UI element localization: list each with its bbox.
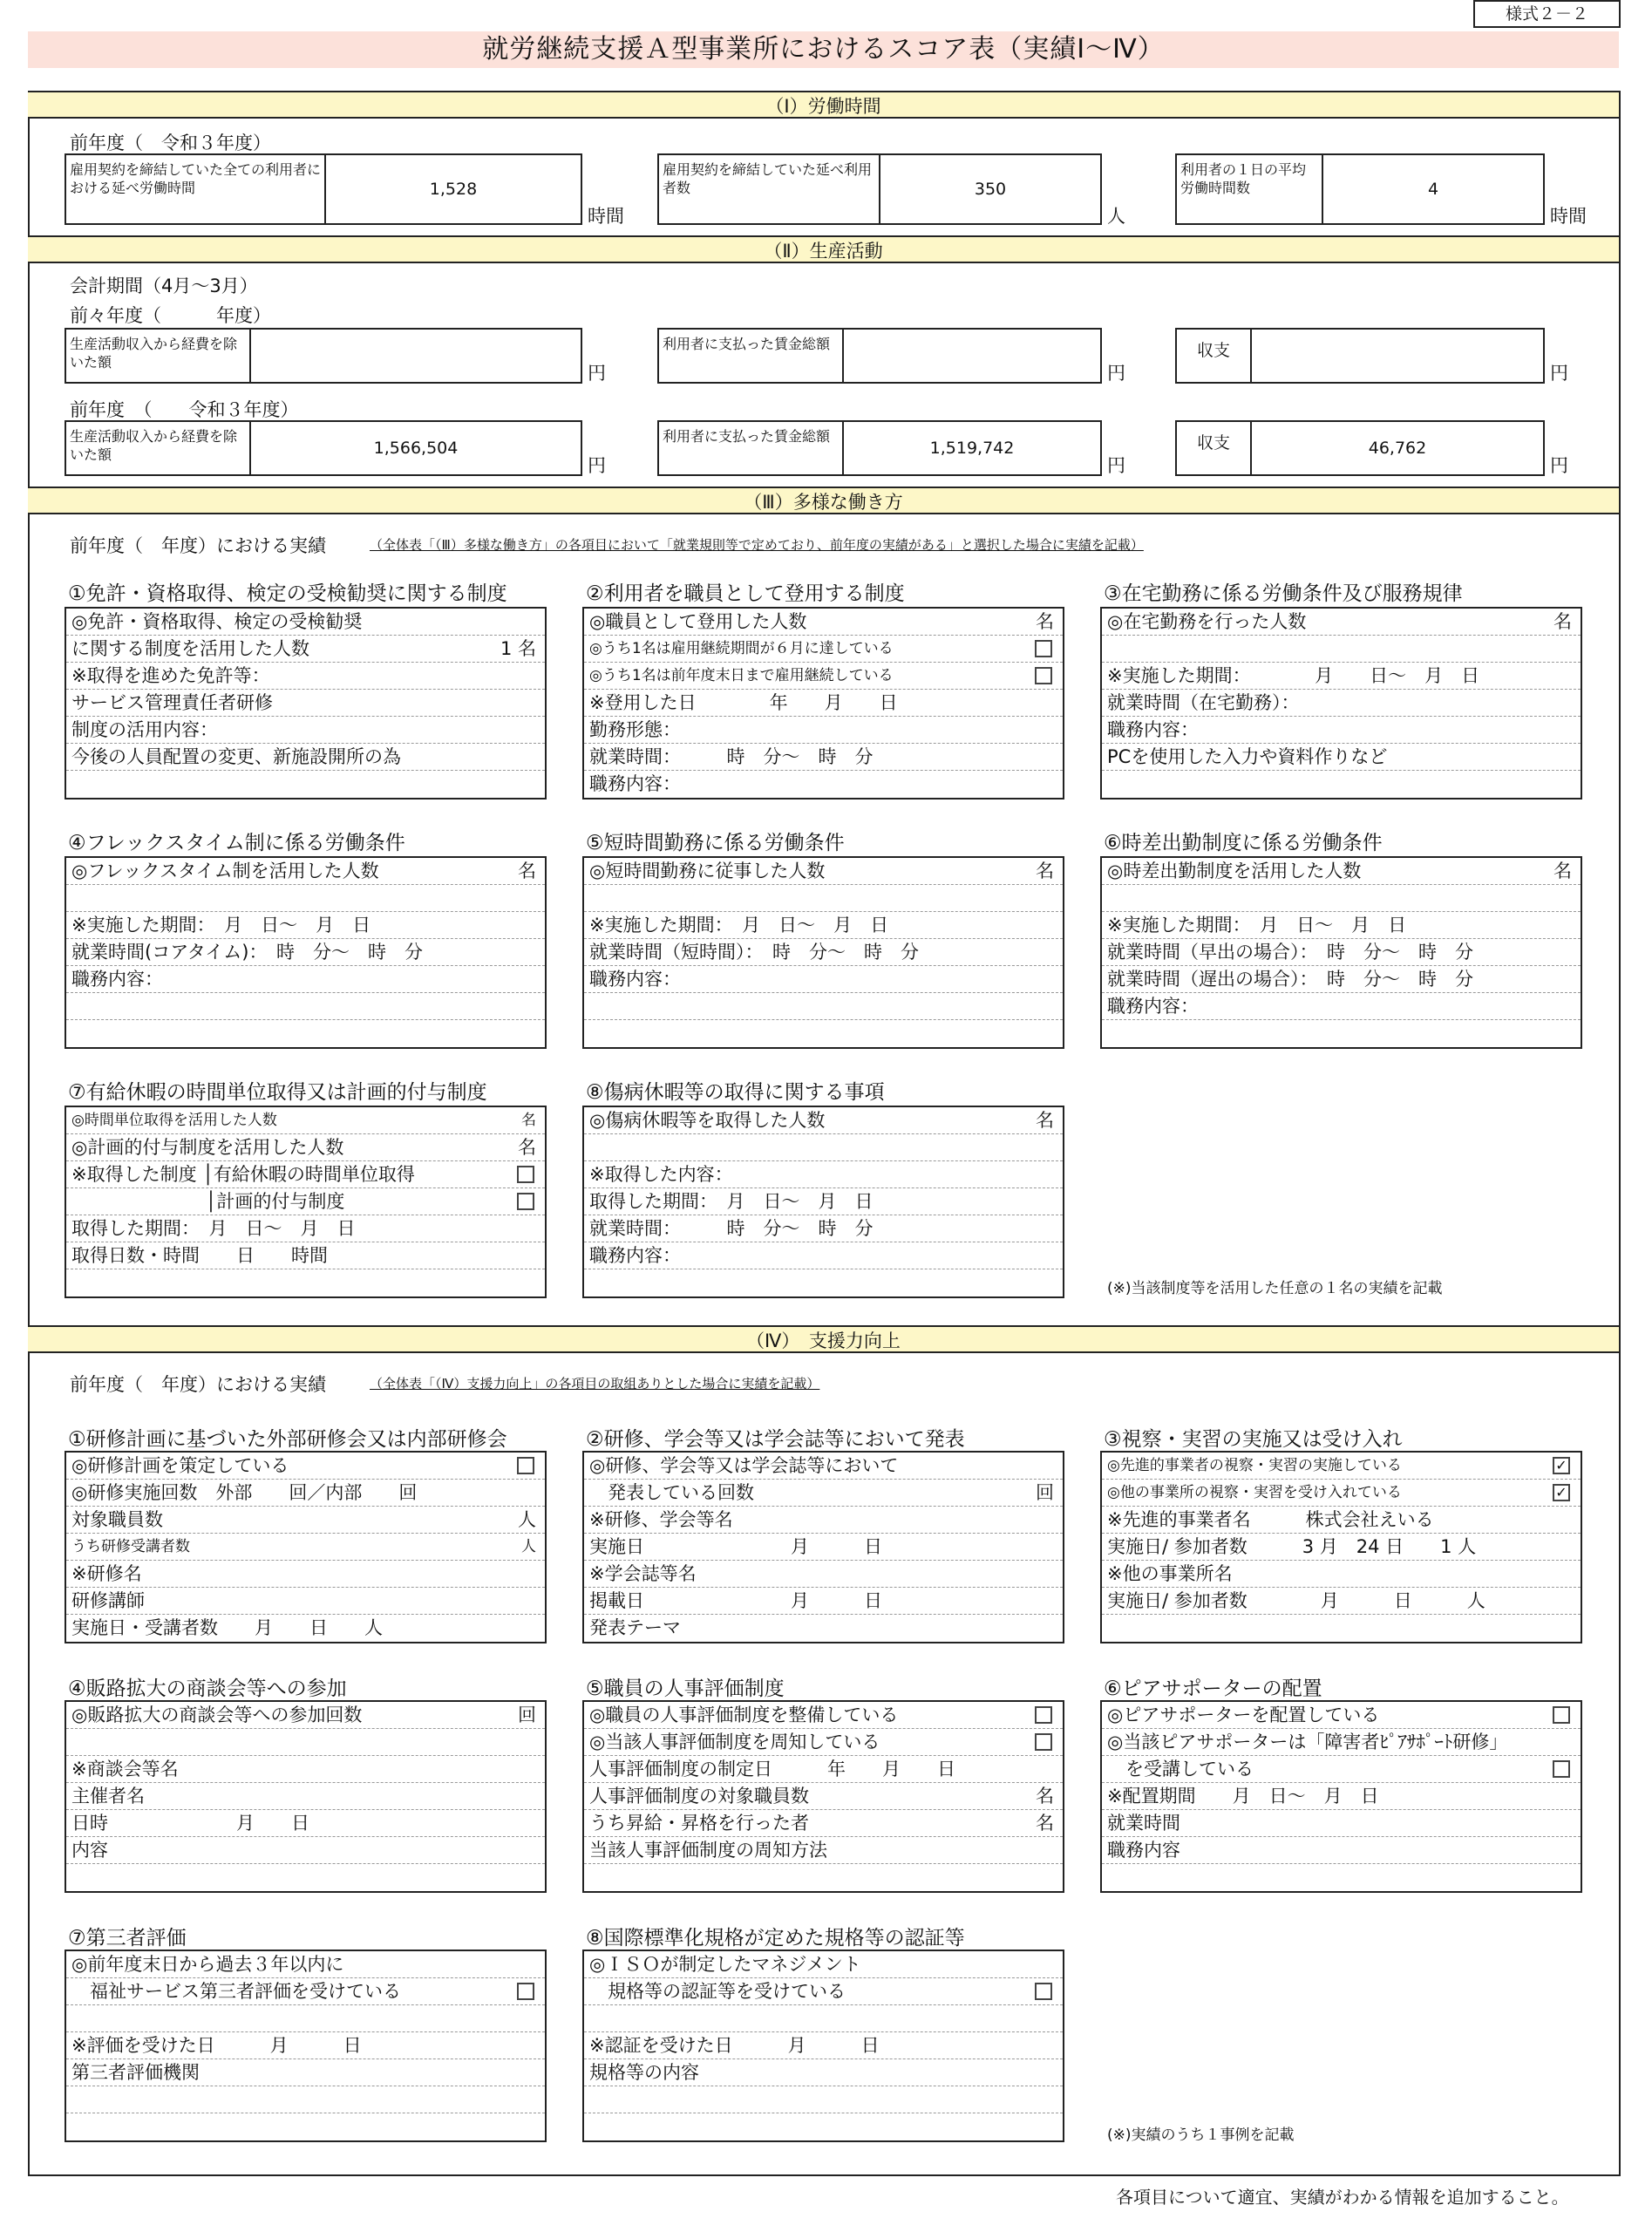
- s3-c5-row: [584, 1020, 1063, 1047]
- checkbox[interactable]: [1553, 1760, 1570, 1778]
- s3-c4-row: ※実施した期間： 月 日～ 月 日: [66, 912, 545, 939]
- s3-c2-row: ◎職員として登用した人数 名: [584, 609, 1063, 636]
- s3-c3-row: [1102, 771, 1581, 798]
- s3-card-7: [65, 1106, 547, 1298]
- s4-c3-row: ◎他の事業所の視察・実習を受け入れている ✓: [1102, 1480, 1581, 1507]
- checked-checkbox[interactable]: ✓: [1553, 1484, 1570, 1501]
- s4-c8-row: 規格等の認証等を受けている: [584, 1978, 1063, 2005]
- s4-card-8: [582, 1950, 1064, 2142]
- s3-c3-row: [1102, 636, 1581, 663]
- s4-c1-row: ◎研修計画を策定している: [66, 1453, 545, 1480]
- checkbox[interactable]: [1035, 1733, 1052, 1751]
- s4-c5-row: 人事評価制度の制定日 年 月 日: [584, 1756, 1063, 1783]
- s3-intro: 前年度（ 年度）における実績: [70, 535, 326, 556]
- s2-r2-income-label: 生産活動収入から経費を除いた額: [66, 422, 251, 474]
- s2-r1-unit-3: 円: [1550, 363, 1568, 384]
- s4-c2-row: ◎研修、学会等又は学会誌等において: [584, 1453, 1063, 1480]
- s2-r1-income-label: 生産活動収入から経費を除いた額: [66, 330, 251, 382]
- s4-c8-row: [584, 2086, 1063, 2113]
- s3-c7-row: │計画的付与制度: [66, 1188, 545, 1215]
- s3-c1-row: 制度の活用内容：: [66, 717, 545, 744]
- s4-c2-row: 実施日 月 日: [584, 1534, 1063, 1561]
- s3-c4-row: [66, 993, 545, 1020]
- s1-unit-hours: 時間: [588, 206, 624, 227]
- s3-c5-row: 職務内容：: [584, 966, 1063, 993]
- s3-c1-row: ◎免許・資格取得、検定の受検勧奨: [66, 609, 545, 636]
- s3-c6-title: ⑥時差出勤制度に係る労働条件: [1104, 832, 1383, 854]
- s1-year: 前年度（ 令和３年度）: [70, 133, 271, 153]
- s3-c4-row: ◎フレックスタイム制を活用した人数 名: [66, 858, 545, 885]
- s3-c2-row: 勤務形態：: [584, 717, 1063, 744]
- s3-c2-row: ※登用した日 年 月 日: [584, 690, 1063, 717]
- s3-c8-row: [584, 1134, 1063, 1161]
- s4-card-7: [65, 1950, 547, 2142]
- s3-c7-row: 取得日数・時間 日 時間: [66, 1242, 545, 1269]
- s3-card-6: [1100, 856, 1582, 1049]
- s4-c1-row: 実施日・受講者数 月 日 人: [71, 1617, 383, 1638]
- s4-c2-title: ②研修、学会等又は学会誌等において発表: [586, 1428, 965, 1451]
- s3-c8-row: ◎傷病休暇等を取得した人数 名: [584, 1107, 1063, 1134]
- section-2-header: （Ⅱ）生産活動: [28, 235, 1619, 263]
- checkbox[interactable]: [1553, 1706, 1570, 1724]
- checkbox[interactable]: [517, 1983, 534, 2000]
- s3-c4-title: ④フレックスタイム制に係る労働条件: [68, 832, 405, 854]
- checkbox[interactable]: [1035, 640, 1052, 657]
- s4-c2-row: 発表テーマ: [589, 1617, 681, 1638]
- s2-r1-wages-value: [844, 330, 1100, 382]
- s4-c6-row: 職務内容: [1102, 1837, 1581, 1864]
- s4-c6-row: [1102, 1864, 1581, 1891]
- s3-c8-title: ⑧傷病休暇等の取得に関する事項: [586, 1081, 885, 1104]
- s4-c4-row: [66, 1864, 545, 1891]
- s3-c7-row: ◎時間単位取得を活用した人数 名: [66, 1107, 545, 1134]
- s4-c3-row: ◎先進的事業者の視察・実習の実施している ✓: [1102, 1453, 1581, 1480]
- s3-card-3: [1100, 607, 1582, 800]
- s3-c1-row: [66, 771, 545, 798]
- s3-c6-row: ※実施した期間： 月 日～ 月 日: [1102, 912, 1581, 939]
- s1-box-avg-label: 利用者の１日の平均労働時間数: [1177, 155, 1323, 223]
- section-3-header: （Ⅲ）多様な働き方: [28, 487, 1619, 514]
- s2-r1-box-income: [65, 328, 582, 384]
- s2-r1-wages-label: 利用者に支払った賃金総額: [659, 330, 844, 382]
- checked-checkbox[interactable]: ✓: [1553, 1457, 1570, 1474]
- s3-c3-row: 就業時間（在宅勤務）：: [1102, 690, 1581, 717]
- s4-intro-note: （全体表「（Ⅳ）支援力向上」の各項目の取組ありとした場合に実績を記載）: [370, 1376, 820, 1392]
- s3-c7-row: ◎計画的付与制度を活用した人数 名: [66, 1134, 545, 1161]
- s4-c4-row: 主催者名: [66, 1783, 545, 1810]
- s2-r1-balance-label: 収支: [1177, 330, 1252, 382]
- s3-c5-row: [584, 885, 1063, 912]
- s1-unit-hours-2: 時間: [1550, 206, 1587, 227]
- s4-c7-title: ⑦第三者評価: [68, 1927, 187, 1950]
- s2-r1-unit-2: 円: [1107, 363, 1125, 384]
- s3-c4-row: 就業時間(コアタイム)： 時 分～ 時 分: [66, 939, 545, 966]
- s4-c1-row: うち研修受講者数 人: [66, 1534, 545, 1561]
- s3-c1-row: 今後の人員配置の変更、新施設開所の為: [66, 744, 545, 771]
- s2-period: 会計期間（4月～3月）: [70, 276, 258, 296]
- s2-r2-balance-value: 46,762: [1368, 439, 1427, 458]
- s4-c8-title: ⑧国際標準化規格が定めた規格等の認証等: [586, 1927, 965, 1950]
- s3-c5-row: 就業時間（短時間）： 時 分～ 時 分: [584, 939, 1063, 966]
- s3-c8-row: 職務内容：: [584, 1242, 1063, 1269]
- s2-r2-wages-value: 1,519,742: [929, 439, 1015, 458]
- s4-c8-row: ◎ＩＳＯが制定したマネジメント: [584, 1951, 1063, 1978]
- s4-c8-row: [584, 2005, 1063, 2032]
- checkbox[interactable]: [517, 1166, 534, 1183]
- s3-c8-row: 取得した期間： 月 日～ 月 日: [584, 1188, 1063, 1215]
- s1-box-users-value: 350: [974, 180, 1007, 199]
- s3-c7-title: ⑦有給休暇の時間単位取得又は計画的付与制度: [68, 1081, 487, 1104]
- s3-c3-row: ※実施した期間： 月 日～ 月 日: [1102, 663, 1581, 690]
- s4-c3-row: ※先進的事業者名 株式会社えいる: [1102, 1507, 1581, 1534]
- s3-card-1: [65, 607, 547, 800]
- s3-c5-title: ⑤短時間勤務に係る労働条件: [586, 832, 845, 854]
- s4-c2-row: ※研修、学会等名: [584, 1507, 1063, 1534]
- s2-r2-box-balance: [1175, 420, 1545, 476]
- s1-box-avg: [1175, 153, 1545, 225]
- s4-footnote: (※)実績のうち１事例を記載: [1107, 2127, 1295, 2144]
- s4-c6-title: ⑥ピアサポーターの配置: [1104, 1677, 1322, 1700]
- s3-c4-row: [66, 885, 545, 912]
- s3-intro-note: （全体表「（Ⅲ）多様な働き方」の各項目において「就業規則等で定めており、前年度の実績がある」と選択した場合に実績を記載）: [370, 537, 1144, 553]
- s3-c6-row: 就業時間（遅出の場合）： 時 分～ 時 分: [1102, 966, 1581, 993]
- s4-c4-title: ④販路拡大の商談会等への参加: [68, 1677, 347, 1700]
- s3-c7-row: [66, 1269, 545, 1296]
- section-4-header: （Ⅳ） 支援力向上: [28, 1325, 1619, 1353]
- s3-card-5: [582, 856, 1064, 1049]
- s3-c7-row: 取得した期間： 月 日～ 月 日: [66, 1215, 545, 1242]
- s3-card-4: [65, 856, 547, 1049]
- s1-box-hours: [65, 153, 582, 225]
- s4-card-5: [582, 1700, 1064, 1893]
- s4-c7-row: [66, 2113, 545, 2140]
- s3-c6-row: [1102, 1020, 1581, 1047]
- form-number: 様式２－２: [1473, 0, 1621, 28]
- bottom-note: 各項目について適宜、実績がわかる情報を追加すること。: [1116, 2187, 1569, 2208]
- s3-c1-row: サービス管理責任者研修: [66, 690, 545, 717]
- s2-r2-unit-2: 円: [1107, 455, 1125, 476]
- checkbox[interactable]: [517, 1193, 534, 1210]
- s4-c6-row: ※配置期間 月 日～ 月 日: [1102, 1783, 1581, 1810]
- s2-r1-box-balance: [1175, 328, 1545, 384]
- s4-c1-row: 研修講師: [66, 1588, 545, 1615]
- s3-c8-row: [584, 1269, 1063, 1296]
- s3-c1-title: ①免許・資格取得、検定の受検勧奨に関する制度: [68, 582, 507, 605]
- s4-c6-row: 就業時間: [1102, 1810, 1581, 1837]
- s4-c5-row: うち昇給・昇格を行った者 名: [584, 1810, 1063, 1837]
- s1-box-avg-value: 4: [1427, 180, 1439, 199]
- s3-c3-row: 職務内容：: [1102, 717, 1581, 744]
- s4-card-3: [1100, 1451, 1582, 1643]
- s4-c1-row: 対象職員数 人: [66, 1507, 545, 1534]
- s3-c6-row: ◎時差出勤制度を活用した人数 名: [1102, 858, 1581, 885]
- s2-r2-box-income: [65, 420, 582, 476]
- s4-c5-row: [584, 1864, 1063, 1891]
- s4-c4-row: ※商談会等名: [66, 1756, 545, 1783]
- s3-card-8: [582, 1106, 1064, 1298]
- s1-unit-people: 人: [1107, 206, 1125, 227]
- s4-c5-title: ⑤職員の人事評価制度: [586, 1677, 785, 1700]
- s3-c1-row: に関する制度を活用した人数 1 名: [66, 636, 545, 663]
- s4-c4-row: 日時 月 日: [66, 1810, 545, 1837]
- s3-c6-row: 職務内容：: [1102, 993, 1581, 1020]
- s2-r2-wages-label: 利用者に支払った賃金総額: [659, 422, 844, 474]
- s4-c1-row: ◎研修実施回数 外部 回／内部 回: [66, 1480, 545, 1507]
- s2-r2-income-value: 1,566,504: [373, 439, 459, 458]
- s4-c3-row: 実施日/ 参加者数 3 月 24 日 1 人: [1102, 1534, 1581, 1561]
- section-1-header: （Ⅰ）労働時間: [28, 91, 1619, 119]
- s4-card-6: [1100, 1700, 1582, 1893]
- s4-c1-row: ※研修名: [66, 1561, 545, 1588]
- s2-r1-unit-1: 円: [588, 363, 606, 384]
- s1-box-users-label: 雇用契約を締結していた延べ利用者数: [659, 155, 880, 223]
- s4-c3-title: ③視察・実習の実施又は受け入れ: [1104, 1428, 1403, 1451]
- s4-c3-row: 実施日/ 参加者数 月 日 人: [1102, 1588, 1581, 1615]
- s3-c8-row: 就業時間： 時 分～ 時 分: [584, 1215, 1063, 1242]
- s4-card-1: [65, 1451, 547, 1643]
- s2-r2-balance-label: 収支: [1177, 422, 1252, 474]
- s4-c4-row: [66, 1729, 545, 1756]
- checkbox[interactable]: [1035, 1983, 1052, 2000]
- s4-c1-title: ①研修計画に基づいた外部研修会又は内部研修会: [68, 1428, 507, 1451]
- s4-c5-row: ◎職員の人事評価制度を整備している: [584, 1702, 1063, 1729]
- s4-c7-row: [66, 2086, 545, 2113]
- s4-c7-row: ◎前年度末日から過去３年以内に: [66, 1951, 545, 1978]
- s4-c7-row: 福祉サービス第三者評価を受けている: [66, 1978, 545, 2005]
- s2-r1-income-value: [251, 330, 581, 382]
- s4-c6-row: を受講している: [1102, 1756, 1581, 1783]
- s3-c7-row: ※取得した制度 │有給休暇の時間単位取得: [66, 1161, 545, 1188]
- s2-r2-unit-3: 円: [1550, 455, 1568, 476]
- s3-c3-row: PCを使用した入力や資料作りなど: [1102, 744, 1581, 771]
- s4-c6-row: ◎当該ピアサポーターは「障害者ﾋﾟｱｻﾎﾟｰﾄ研修」: [1102, 1729, 1581, 1756]
- s4-c6-row: ◎ピアサポーターを配置している: [1102, 1702, 1581, 1729]
- checkbox[interactable]: [1035, 667, 1052, 684]
- s3-c6-row: [1102, 885, 1581, 912]
- s3-c5-row: ※実施した期間： 月 日～ 月 日: [584, 912, 1063, 939]
- s3-c3-title: ③在宅勤務に係る労働条件及び服務規律: [1104, 582, 1463, 605]
- s4-c5-row: ◎当該人事評価制度を周知している: [584, 1729, 1063, 1756]
- s2-r1-box-wages: [657, 328, 1102, 384]
- s3-c4-row: [66, 1020, 545, 1047]
- s4-c8-row: ※認証を受けた日 月 日: [584, 2032, 1063, 2059]
- s3-c1-row: ※取得を進めた免許等：: [66, 663, 545, 690]
- s3-card-2: [582, 607, 1064, 800]
- s4-card-2: [582, 1451, 1064, 1643]
- s3-c5-row: ◎短時間勤務に従事した人数 名: [584, 858, 1063, 885]
- s3-c6-row: 就業時間（早出の場合）： 時 分～ 時 分: [1102, 939, 1581, 966]
- s3-c2-title: ②利用者を職員として登用する制度: [586, 582, 905, 605]
- s4-c2-row: 発表している回数 回: [584, 1480, 1063, 1507]
- s1-box-hours-value: 1,528: [429, 180, 478, 199]
- checkbox[interactable]: [1035, 1706, 1052, 1724]
- s4-c8-row: [584, 2113, 1063, 2140]
- s2-prev-year: 前年度 （ 令和３年度）: [70, 399, 299, 420]
- s3-footnote: (※)当該制度等を活用した任意の１名の実績を記載: [1107, 1280, 1443, 1297]
- s4-c8-row: 規格等の内容: [584, 2059, 1063, 2086]
- s3-c4-row: 職務内容：: [66, 966, 545, 993]
- s3-c2-row: ◎うち1名は雇用継続期間が６月に達している: [584, 636, 1063, 663]
- s2-prev2-year: 前々年度（ 年度）: [70, 305, 271, 326]
- checkbox[interactable]: [517, 1457, 534, 1474]
- s4-c4-row: 内容: [66, 1837, 545, 1864]
- s4-intro: 前年度（ 年度）における実績: [70, 1374, 326, 1395]
- s4-card-4: [65, 1700, 547, 1893]
- s4-c5-row: 当該人事評価制度の周知方法: [584, 1837, 1063, 1864]
- s4-c2-row: ※学会誌等名: [584, 1561, 1063, 1588]
- s3-c8-row: ※取得した内容：: [584, 1161, 1063, 1188]
- s2-r2-unit-1: 円: [588, 455, 606, 476]
- page-title: 就労継続支援Ａ型事業所におけるスコア表（実績Ⅰ～Ⅳ）: [28, 31, 1619, 68]
- s3-c3-row: ◎在宅勤務を行った人数 名: [1102, 609, 1581, 636]
- s1-box-hours-label: 雇用契約を締結していた全ての利用者における延べ労働時間: [66, 155, 326, 223]
- s2-r1-balance-value: [1252, 330, 1543, 382]
- s4-c7-row: 第三者評価機関: [66, 2059, 545, 2086]
- s3-c2-row: 就業時間： 時 分～ 時 分: [584, 744, 1063, 771]
- s2-r2-box-wages: [657, 420, 1102, 476]
- s3-c2-row: 職務内容：: [589, 773, 681, 794]
- s4-c7-row: ※評価を受けた日 月 日: [66, 2032, 545, 2059]
- s4-c3-row: [1102, 1615, 1581, 1642]
- s4-c5-row: 人事評価制度の対象職員数 名: [584, 1783, 1063, 1810]
- s1-box-users: [657, 153, 1102, 225]
- s3-c2-row: ◎うち1名は前年度末日まで雇用継続している: [584, 663, 1063, 690]
- s4-c3-row: ※他の事業所名: [1102, 1561, 1581, 1588]
- s3-c5-row: [584, 993, 1063, 1020]
- s4-c4-row: ◎販路拡大の商談会等への参加回数 回: [66, 1702, 545, 1729]
- s4-c7-row: [66, 2005, 545, 2032]
- s4-c2-row: 掲載日 月 日: [584, 1588, 1063, 1615]
